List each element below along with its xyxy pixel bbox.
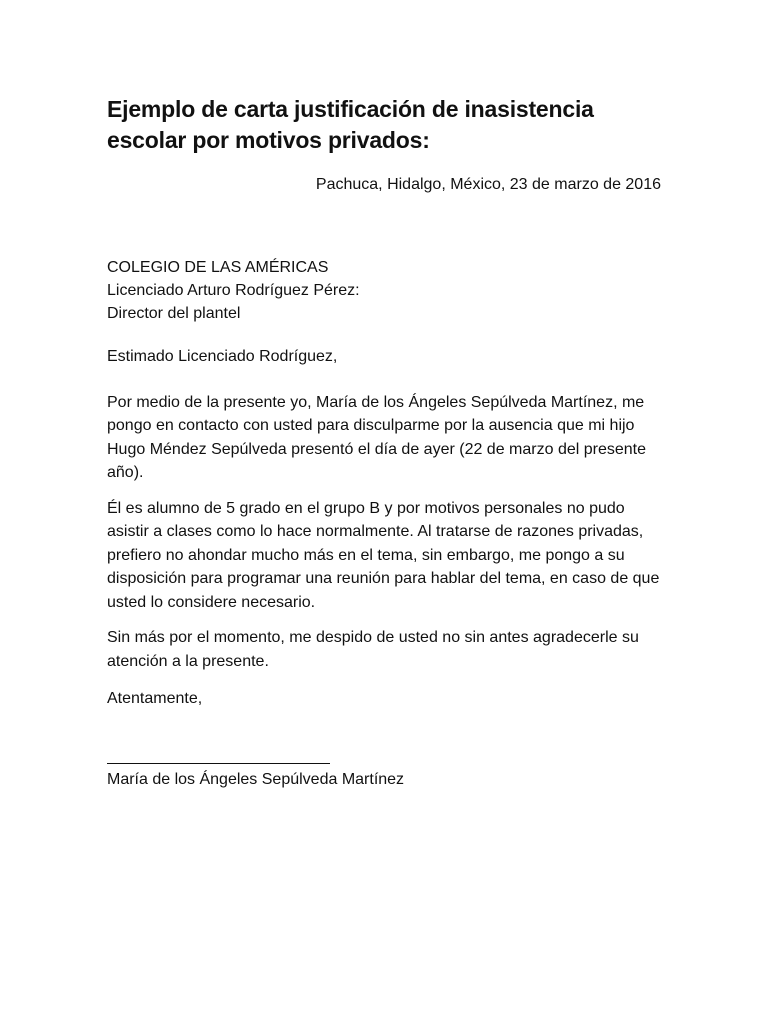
greeting: Estimado Licenciado Rodríguez, [107,348,338,365]
closing: Atentamente, [107,690,203,707]
letter-title: Ejemplo de carta justificación de inasistencia escolar por motivos privados: [107,96,594,153]
place-date: Pachuca, Hidalgo, México, 23 de marzo de 2016 [315,176,661,193]
recipient-institution: COLEGIO DE LAS AMÉRICAS [107,259,329,276]
signature-line [107,763,330,764]
body-paragraph-1: Por medio de la presente yo, María de los Ángeles Sepúlveda Martínez, me pongo en contacto con usted para disculparme por la ausencia que mi hijo Hugo Méndez Sepúlveda presentó el día de ayer (22 de marzo del presente año). [107,393,647,481]
body-paragraph-2: Él es alumno de 5 grado en el grupo B y por motivos personales no pudo asistir a clases como lo hace normalmente. Al tratarse de razones privadas, prefiero no ahondar mucho más en el tema, sin embargo, me pongo a su disposición para programar una reunión para hablar del tema, en caso de que usted lo considere necesario. [107,499,660,611]
signature-name: María de los Ángeles Sepúlveda Martínez [107,770,405,788]
recipient-block [107,256,667,325]
letter-document [107,94,667,791]
recipient-role: Director del plantel [107,305,241,322]
recipient-name: Licenciado Arturo Rodríguez Pérez: [107,282,360,299]
body-paragraph-3: Sin más por el momento, me despido de usted no sin antes agradecerle su atención a la presente. [107,629,639,670]
